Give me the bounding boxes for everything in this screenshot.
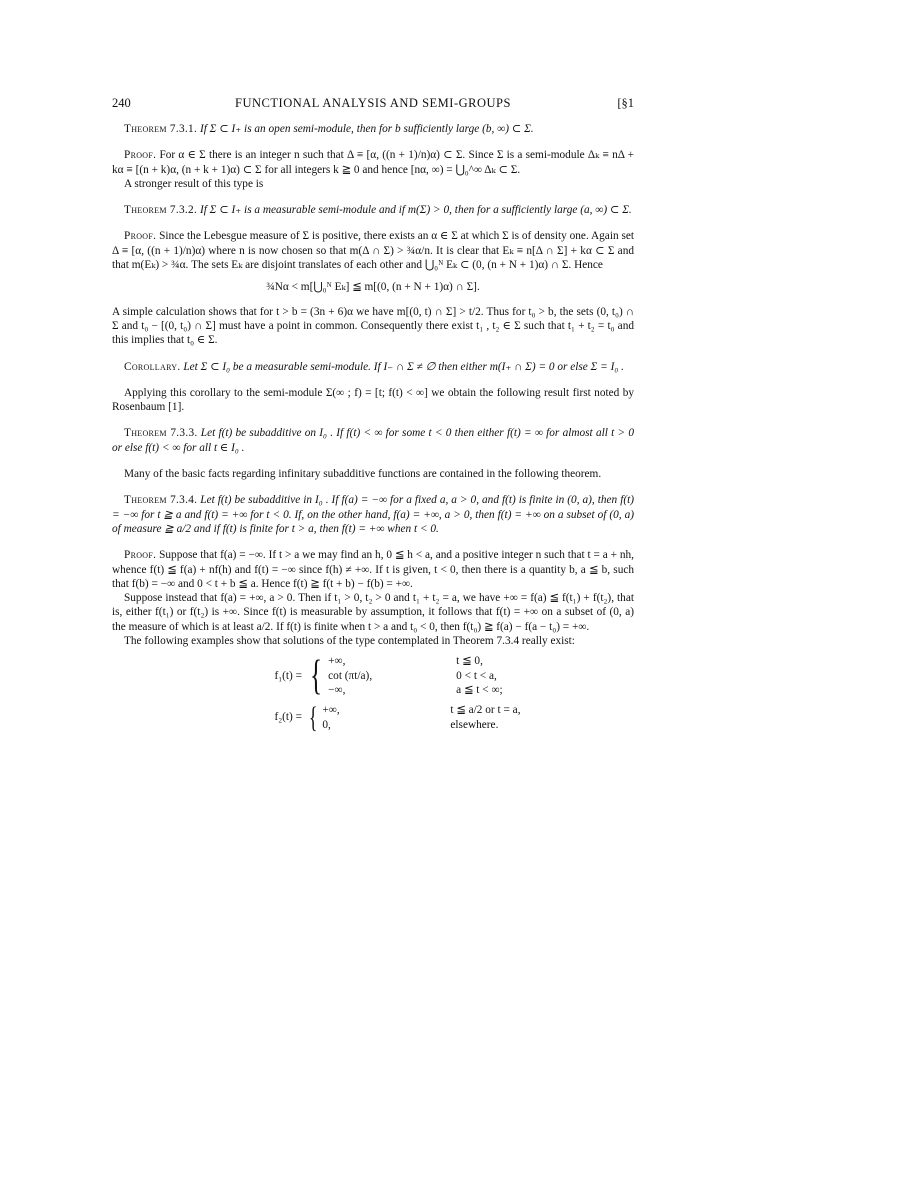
page-number: 240 [112,96,131,110]
page [112,96,634,732]
example-f2 [250,700,634,734]
case-value: +∞, [322,704,340,717]
applying-paragraph: Applying this corollary to the semi-module Σ(∞ ; f) = [t; f(t) < ∞] we obtain the following result first noted by Rosenbaum [1]. [112,386,634,414]
theorem-text: Let f(t) be subadditive on I₀ . If f(t) < ∞ for some t < 0 then either f(t) = ∞ for almost all t > 0 or else f(t) < ∞ for all t ∈ I₀ . [112,427,635,454]
corollary-text: Let Σ ⊂ I₀ be a measurable semi-module. If I₋ ∩ Σ ≠ ∅ then either m(I₊ ∩ Σ) = 0 or else Σ = I₀ . [183,360,624,373]
theorem-text: If Σ ⊂ I₊ is a measurable semi-module and if m(Σ) > 0, then for a sufficiently large (a, ∞) ⊂ Σ. [199,204,632,217]
example-f1 [250,654,634,697]
proof-continuation: A simple calculation shows that for t > b = (3n + 6)α we have m[(0, t) ∩ Σ] > t/2. Thus for t₀ > b, the sets (0, t₀) ∩ Σ and t₀ − [(0, t₀) ∩ Σ] must have a point in common. Consequently there exist t₁ , t₂ ∈ Σ such that t₁ + t₂ = t₀ and this implies that t₀ ∈ Σ. [112,305,634,347]
theorem-text: Let f(t) be subadditive in I₀ . If f(a) = −∞ for a fixed a, a > 0, and f(t) is finite in (0, a), then f(t) = −∞ for t ≧ a and f(t) = +∞ for t < 0. If, on the other hand, f(a) = +∞, a > 0, then f(t) = +∞ on a subset of (0, a) of measure ≧ a/2 and if f(t) is finite for t > a, then f(t) = +∞ when t < 0. [112,494,634,535]
f2-lhs: f₂(t) = [274,711,302,724]
section-marker: [§1 [617,96,634,110]
proof-label: Proof. [124,149,157,162]
display-equation: ¾Nα < m[⋃₀ᴺ Eₖ] ≦ m[(0, (n + N + 1)α) ∩ Σ]. [266,281,480,294]
case-row [322,703,520,717]
case-condition: t ≦ a/2 or t = a, [450,704,521,717]
proof-text: Since the Lebesgue measure of Σ is positive, there exists an α ∈ Σ at which Σ is of density one. Again set Δ ≡ [α, ((n + 1)/n)α) where n is now chosen so that m(Δ ∩ Σ) > ¾α/n. It is clear that Eₖ ≡ n[Δ ∩ Σ] + kα ⊂ Σ and that m(Eₖ) > ¾α. The sets Eₖ are disjoint translates of each other and ⋃₀ᴺ Eₖ ⊂ (0, (n + N + 1)α) ∩ Σ. Hence [112,230,634,272]
proof-label: Proof. [124,549,157,562]
case-row [328,683,502,697]
case-condition: t ≦ 0, [456,655,483,668]
theorem-7-3-1 [112,122,634,136]
case-row [322,718,520,732]
f2-cases [322,703,520,732]
case-value: cot (πt/a), [328,669,373,682]
running-title: FUNCTIONAL ANALYSIS AND SEMI-GROUPS [235,96,511,110]
theorem-7-3-4 [112,493,634,536]
corollary-label: Corollary. [124,360,181,373]
proof-text: Suppose that f(a) = −∞. If t > a we may find an h, 0 ≦ h < a, and a positive integer n such that t = a + nh, whence f(t) ≦ f(a) + nf(h) and f(t) = −∞ since f(h) ≠ +∞. If t is given, t < 0, then there is a quantity b, a ≦ b, such that f(b) = −∞ and 0 < t + b ≦ a. Hence f(t) ≧ f(t + b) − f(b) = +∞. [112,549,634,590]
f1-lhs: f₁(t) = [274,669,302,682]
proof-7-3-2 [112,229,634,272]
theorem-7-3-2 [112,203,634,217]
theorem-label: Theorem 7.3.4. [124,494,198,507]
case-row [328,669,502,683]
case-value: −∞, [328,683,346,696]
theorem-label: Theorem 7.3.3. [124,427,198,440]
running-header [112,96,634,116]
case-condition: a ≦ t < ∞; [456,683,503,696]
theorem-label: Theorem 7.3.1. [124,123,198,135]
case-condition: 0 < t < a, [456,669,497,682]
theorem-7-3-3 [112,426,634,455]
proof-text: For α ∈ Σ there is an integer n such that Δ ≡ [α, ((n + 1)/n)α) ⊂ Σ. Since Σ is a semi-module Δₖ ≡ nΔ + kα ≡ [(n + k)α, (n + k + 1)α) ⊂ Σ for all integers k ≧ 0 and hence [nα, ∞) = ⋃₀^∞ Δₖ ⊂ Σ. [112,149,634,176]
f1-cases [328,654,502,697]
left-brace-icon: { [308,700,318,734]
case-value: 0, [322,718,331,731]
proof-paragraph-2: Suppose instead that f(a) = +∞, a > 0. Then if t₁ > 0, t₂ > 0 and t₁ + t₂ = a, we have +∞ = f(a) ≦ f(t₁) + f(t₂), that is, either f(t₁) or f(t₂) is +∞. Since f(t) is measurable by assumption, it follows that f(t) = +∞ on a subset of (0, a) the measure of which is at least a/2. If f(t) is finite when t > a and t₀ < 0, then f(t₀) ≧ f(a) − f(a − t₀) = +∞. [112,592,634,633]
proof-7-3-1 [112,148,634,177]
case-row [328,654,502,668]
case-condition: elsewhere. [450,718,499,731]
case-value: +∞, [328,655,346,668]
proof-paragraph-3: The following examples show that solutions of the type contemplated in Theorem 7.3.4 really exist: [124,635,575,648]
theorem-label: Theorem 7.3.2. [124,204,198,217]
left-brace-icon: { [310,652,323,699]
corollary [112,360,634,374]
many-facts-paragraph: Many of the basic facts regarding infinitary subadditive functions are contained in the following theorem. [124,468,602,481]
proof-label: Proof. [124,230,157,243]
proof-7-3-4 [112,548,634,591]
stronger-result-text: A stronger result of this type is [124,177,264,190]
theorem-text: If Σ ⊂ I₊ is an open semi-module, then for b sufficiently large (b, ∞) ⊂ Σ. [199,123,534,135]
